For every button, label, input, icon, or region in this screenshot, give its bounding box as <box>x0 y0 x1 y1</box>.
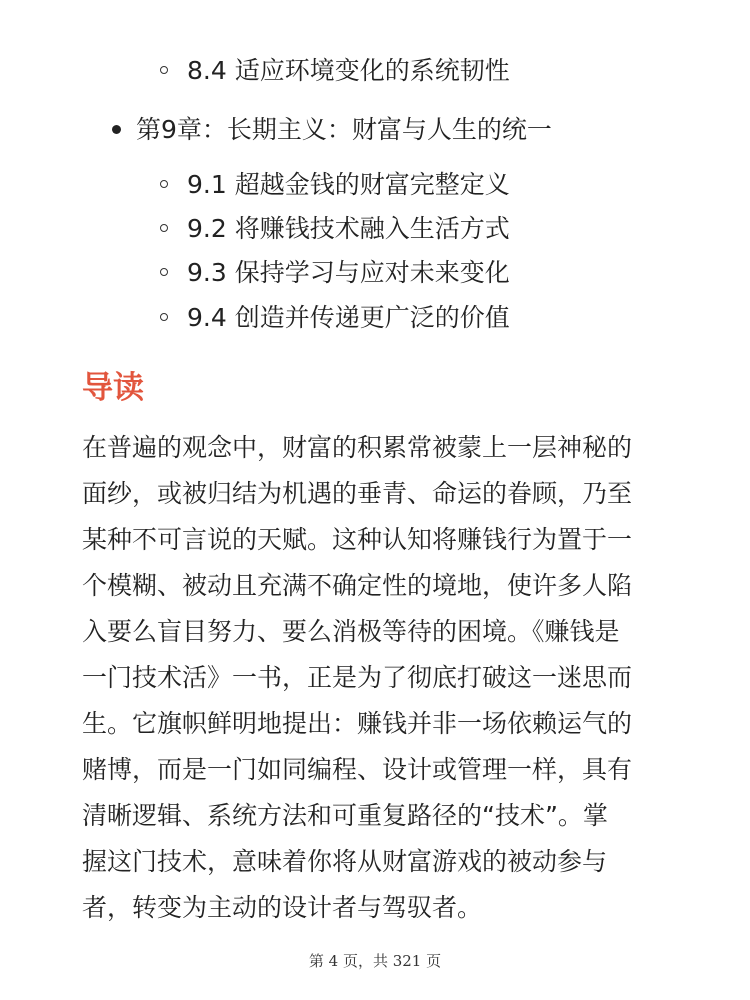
toc-item-label: 9.2 将赚钱技术融入生活方式 <box>187 214 510 243</box>
toc-item-label: 8.4 适应环境变化的系统韧性 <box>187 56 510 85</box>
paragraph-line: 个模糊、被动且充满不确定性的境地，使许多人陷 <box>82 571 633 600</box>
toc-item-label: 9.4 创造并传递更广泛的价值 <box>187 303 510 332</box>
paragraph-line: 者，转变为主动的设计者与驾驭者。 <box>82 893 483 922</box>
paragraph-line: 面纱，或被归结为机遇的垂青、命运的眷顾，乃至 <box>82 479 633 508</box>
paragraph-line: 生。它旗帜鲜明地提出：赚钱并非一场依赖运气的 <box>82 709 633 738</box>
paragraph-line: 在普遍的观念中，财富的积累常被蒙上一层神秘的 <box>82 433 633 462</box>
section-heading: 导读 <box>82 370 144 406</box>
paragraph-line: 某种不可言说的天赋。这种认知将赚钱行为置于一 <box>82 525 633 554</box>
hollow-circle-bullet-icon <box>160 313 168 321</box>
page-number-footer: 第 4 页，共 321 页 <box>308 952 442 970</box>
toc-chapter-label: 第9章：长期主义：财富与人生的统一 <box>136 115 552 144</box>
paragraph-line: 清晰逻辑、系统方法和可重复路径的“技术”。掌 <box>82 801 608 830</box>
hollow-circle-bullet-icon <box>160 224 168 232</box>
paragraph-line: 握这门技术，意味着你将从财富游戏的被动参与 <box>82 847 608 876</box>
hollow-circle-bullet-icon <box>160 180 168 188</box>
hollow-circle-bullet-icon <box>160 268 168 276</box>
paragraph-line: 赌博，而是一门如同编程、设计或管理一样，具有 <box>82 755 633 784</box>
hollow-circle-bullet-icon <box>160 66 168 74</box>
filled-circle-bullet-icon <box>112 125 121 134</box>
toc-item-label: 9.1 超越金钱的财富完整定义 <box>187 170 510 199</box>
paragraph-line: 入要么盲目努力、要么消极等待的困境。《赚钱是 <box>82 617 620 646</box>
paragraph-line: 一门技术活》一书，正是为了彻底打破这一迷思而 <box>82 663 633 692</box>
toc-item-label: 9.3 保持学习与应对未来变化 <box>187 258 510 287</box>
